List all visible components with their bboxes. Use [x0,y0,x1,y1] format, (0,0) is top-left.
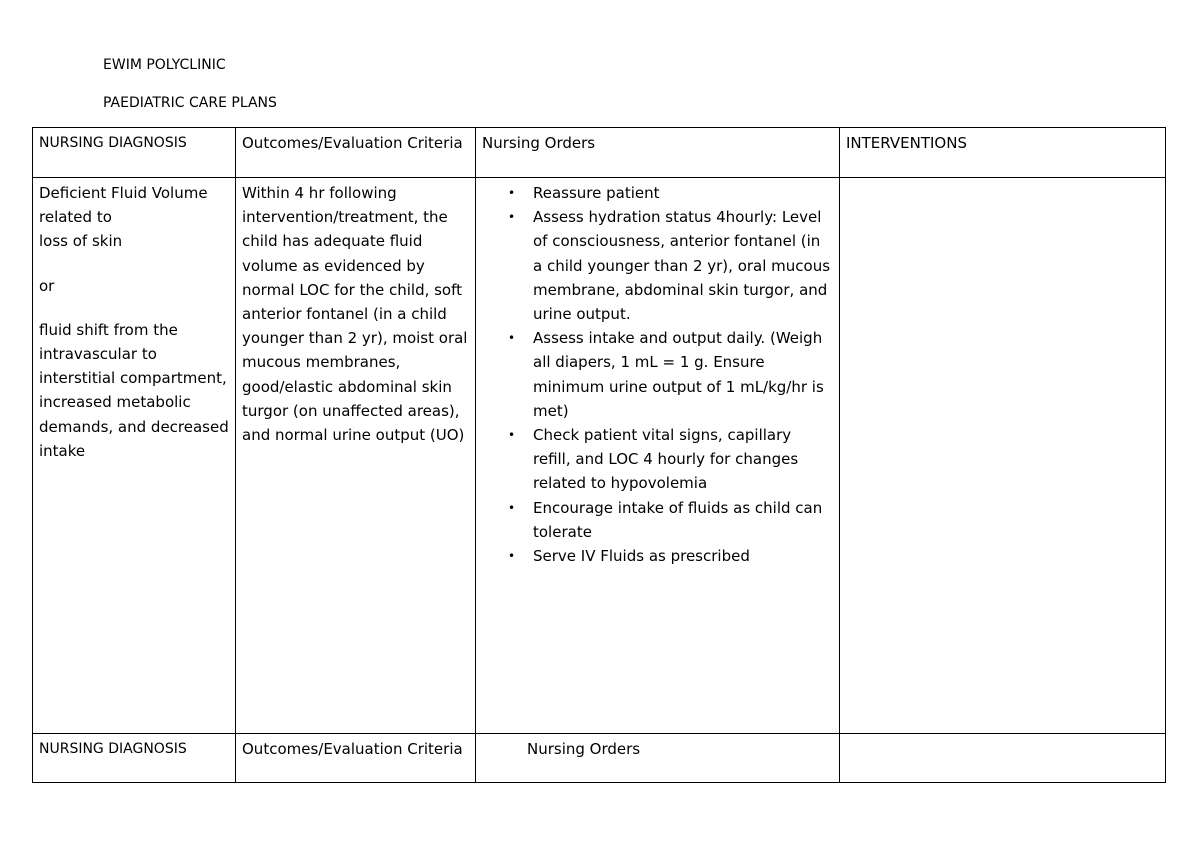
header-nursing-diagnosis: NURSING DIAGNOSIS [33,128,236,178]
outcome-cell: Within 4 hr following intervention/treatment, the child has adequate fluid volume as evidenced by normal LOC for the child, soft anterior fontanel (in a child younger than 2 yr), moist oral mucous membranes, good/elastic abdominal skin turgor (on unaffected areas), and normal urine output (UO) [236,178,476,734]
footer-outcomes: Outcomes/Evaluation Criteria [236,734,476,783]
diagnosis-cell [33,178,236,734]
order-text: Serve IV Fluids as prescribed [533,547,750,566]
table-repeat-header-row [33,734,1166,783]
header-outcomes: Outcomes/Evaluation Criteria [236,128,476,178]
list-item [508,423,833,496]
diagnosis-line: loss of skin [39,232,123,251]
interventions-cell [840,178,1166,734]
footer-nursing-orders: Nursing Orders [527,740,641,758]
document-title: PAEDIATRIC CARE PLANS [103,95,277,111]
table-row [33,178,1166,734]
list-item [508,544,833,568]
bullet-icon: • [508,186,516,200]
header-nursing-orders: Nursing Orders [476,128,840,178]
orders-list [482,181,833,568]
diagnosis-line: or [39,276,55,295]
footer-nursing-orders-cell [476,734,840,783]
order-text: Encourage intake of fluids as child can tolerate [533,498,823,541]
bullet-icon: • [508,549,516,564]
order-text: Reassure patient [533,184,660,202]
order-text: Check patient vital signs, capillary refill, and LOC 4 hourly for changes related to hypovolemia [533,426,799,493]
care-plan-table [32,127,1166,783]
bullet-icon: • [508,500,516,515]
bullet-icon: • [508,428,516,443]
diagnosis-line: related to [39,208,112,227]
header-interventions: INTERVENTIONS [840,128,1166,178]
diagnosis-line: fluid shift from the intravascular to interstitial compartment, increased metabolic demands, and decreased intake [39,320,229,460]
list-item [508,181,833,205]
order-text: Assess intake and output daily. (Weigh all diapers, 1 mL = 1 g. Ensure minimum urine output of 1 mL/kg/hr is met) [533,329,824,420]
list-item [508,496,833,544]
footer-interventions [840,734,1166,783]
table-header-row [33,128,1166,178]
order-text: Assess hydration status 4hourly: Level of consciousness, anterior fontanel (in a child younger than 2 yr), oral mucous membrane, abdominal skin turgor, and urine output. [533,208,831,324]
diagnosis-line: Deficient Fluid Volume [39,184,208,202]
list-item [508,326,833,423]
orders-cell [476,178,840,734]
bullet-icon: • [508,210,516,225]
list-item [508,205,833,326]
bullet-icon: • [508,331,516,346]
clinic-name: EWIM POLYCLINIC [103,57,226,73]
footer-nursing-diagnosis: NURSING DIAGNOSIS [33,734,236,783]
